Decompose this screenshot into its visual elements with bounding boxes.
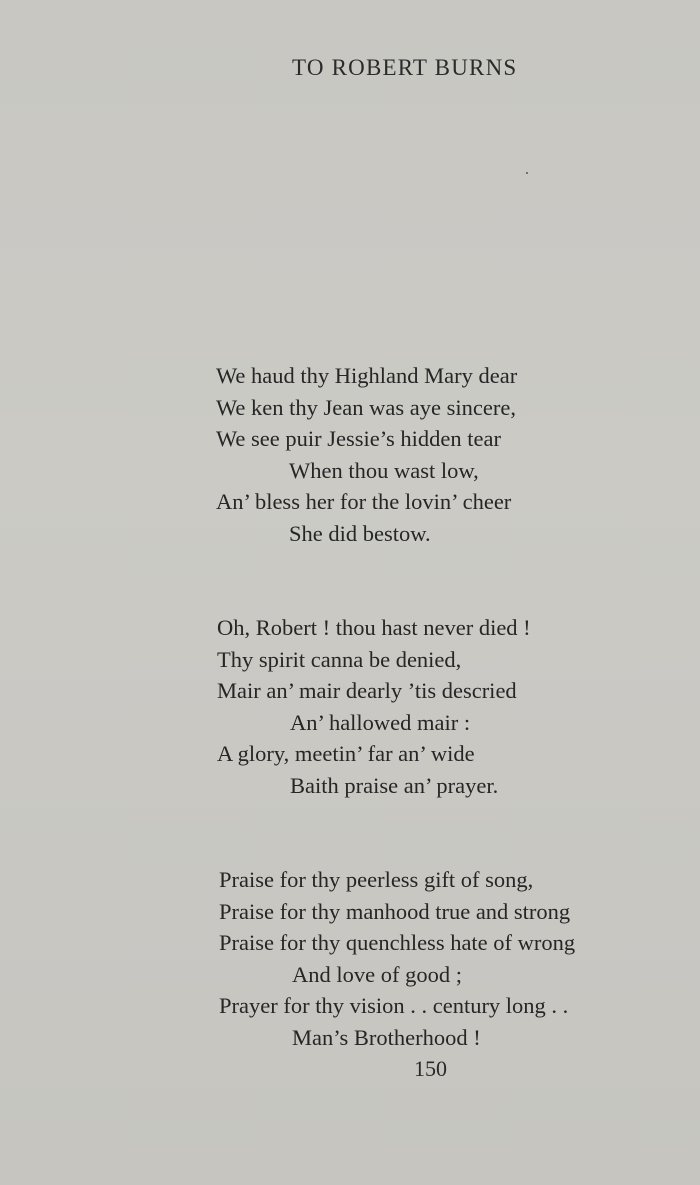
poem-line-indented: When thou wast low, bbox=[289, 457, 479, 483]
stanza-2 bbox=[217, 612, 531, 801]
poem-line-indented: Man’s Brotherhood ! bbox=[292, 1024, 481, 1050]
poem-line-indented: An’ hallowed mair : bbox=[290, 709, 471, 735]
poem-line: Oh, Robert ! thou hast never died ! bbox=[217, 615, 531, 640]
paper-speck bbox=[526, 172, 528, 174]
running-head: TO ROBERT BURNS bbox=[292, 55, 518, 80]
poem-line-indented: And love of good ; bbox=[292, 961, 462, 987]
poem-line: Praise for thy quenchless hate of wrong bbox=[219, 930, 576, 955]
poem-line: Mair an’ mair dearly ’tis descried bbox=[217, 678, 517, 703]
poem-line: We ken thy Jean was aye sincere, bbox=[216, 394, 516, 420]
poem-line: A glory, meetin’ far an’ wide bbox=[217, 741, 475, 766]
poem-line: Praise for thy peerless gift of song, bbox=[219, 867, 534, 892]
poem-line: We see puir Jessie’s hidden tear bbox=[216, 426, 501, 451]
poem-line: Thy spirit canna be denied, bbox=[217, 646, 462, 672]
stanza-1 bbox=[216, 360, 517, 549]
stanza-3 bbox=[219, 864, 575, 1053]
poem-line: An’ bless her for the lovin’ cheer bbox=[216, 489, 512, 514]
poem-line: Prayer for thy vision . . century long . . bbox=[219, 993, 569, 1018]
poem-line-indented: Baith praise an’ prayer. bbox=[290, 772, 499, 798]
poem-line: We haud thy Highland Mary dear bbox=[216, 363, 518, 388]
poem-line: Praise for thy manhood true and strong bbox=[219, 898, 571, 924]
page-number: 150 bbox=[414, 1056, 447, 1081]
poem-line-indented: She did bestow. bbox=[289, 520, 431, 546]
